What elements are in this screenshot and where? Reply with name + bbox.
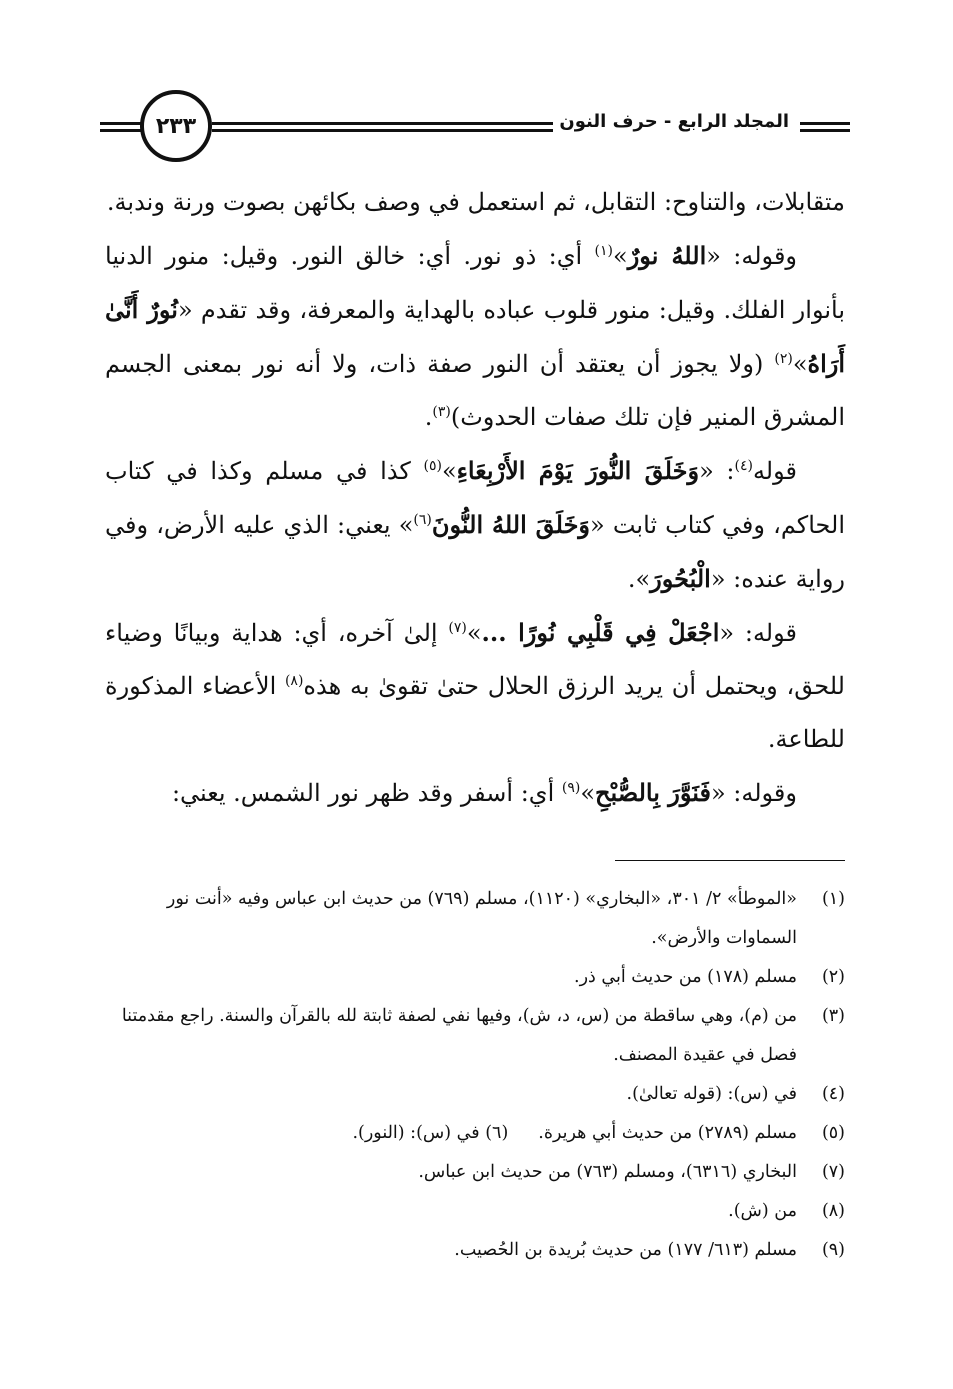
- footnote: [100, 1192, 845, 1231]
- footnote-number: (٣): [821, 1006, 845, 1026]
- paragraph: متقابلات، والتناوح: التقابل، ثم استعمل في وصف بكائهن بصوت ورنة وندبة.: [106, 188, 845, 216]
- paragraph: [105, 444, 845, 606]
- page-header: [100, 88, 850, 168]
- footnote-text: في (س): (النور).: [352, 1123, 480, 1143]
- paragraph: [105, 606, 845, 766]
- paragraph: [105, 766, 845, 820]
- quote: وَخَلَقَ النُّورَ يَوْمَ الأَرْبِعَاءِ: [456, 456, 700, 485]
- text-run: (ولا يجوز أن يعتقد أن النور صفة ذات، ولا أنه نور بمعنى الجسم المشرق المنير فإن تلك صفات الحدوث): [105, 350, 845, 431]
- footnote-text: في (س): (قوله تعالىٰ).: [626, 1084, 797, 1104]
- footnote: [100, 997, 845, 1075]
- footnote-number: (٤): [821, 1084, 845, 1104]
- footnote-number: (٩): [821, 1240, 845, 1260]
- footnote: [100, 1114, 845, 1153]
- footnote-text: مسلم (٦١٣/ ١٧٧) من حديث بُريدة بن الحُصيب.: [454, 1240, 797, 1260]
- footnote: [100, 880, 845, 958]
- footnote-ref: (٥): [423, 458, 442, 474]
- footnote-ref: (١): [594, 243, 614, 259]
- footnote-ref: (٣): [432, 404, 451, 420]
- quote: نُورٌ أَنَّىٰ أَرَاهُ: [105, 295, 845, 378]
- footnote-text: البخاري (٦٣١٦)، ومسلم (٧٦٣) من حديث ابن عباس.: [418, 1162, 797, 1182]
- main-text: [105, 176, 845, 820]
- footnote: [100, 958, 845, 997]
- text-run: الأعضاء المذكورة للطاعة.: [105, 672, 845, 753]
- paragraph: [105, 229, 845, 444]
- text-run: وقوله: «: [710, 779, 797, 807]
- footnote-number: (٢): [821, 967, 845, 987]
- footnote: [100, 1075, 845, 1114]
- footnote-number: (٨): [821, 1201, 845, 1221]
- footnote: [100, 1231, 845, 1270]
- text-run: »: [792, 350, 808, 378]
- text-run: قوله: «: [719, 619, 797, 647]
- quote: اجْعَلْ فِي قَلْبِي نُورًا ...: [481, 618, 720, 647]
- running-title: المجلد الرابع - حرف النون: [553, 111, 795, 132]
- quote: وَخَلَقَ اللهُ النُّونَ: [431, 510, 591, 539]
- quote: فَنَوَّرَ بِالصُّبْحِ: [595, 778, 711, 807]
- footnote: [100, 1153, 845, 1192]
- footnote-number: (٥): [821, 1123, 845, 1143]
- footnote-text: [100, 1114, 797, 1153]
- quote: اللهُ نورٌ: [627, 241, 707, 270]
- text-run: وقوله: «: [706, 242, 798, 270]
- text-run: ».: [627, 565, 651, 593]
- footnotes: [100, 880, 845, 1270]
- text-run: » يعني: الذي عليه الأرض، وفي رواية عنده: «: [105, 511, 845, 593]
- text-run: أي: ذو نور. أي: خالق النور. وقيل: منور الدنيا بأنوار الفلك. وقيل: منور قلوب عباده بالهداية والمعرفة، وقد تقدم «: [105, 242, 846, 324]
- footnote-ref: (٨): [284, 673, 304, 689]
- footnote-number: (١): [821, 889, 845, 909]
- footnote-separator: [615, 860, 845, 861]
- footnote-number: (٦): [485, 1123, 509, 1143]
- text-run: أي: أسفر وقد ظهر نور الشمس. يعني:: [171, 779, 562, 807]
- text-run: .: [424, 403, 433, 431]
- footnote-ref: (٩): [561, 780, 581, 796]
- quote: الْبُحُورَ: [650, 564, 711, 593]
- footnote-text: مسلم (٢٧٨٩) من حديث أبي هريرة.: [538, 1123, 797, 1143]
- text-run: إلىٰ آخره، أي: هداية وبيانًا وضياء للحق، ويحتمل أن يريد الرزق الحلال حتىٰ تقوىٰ به هذه: [105, 619, 845, 700]
- text-run: »: [580, 779, 596, 807]
- footnote-ref: (٤): [734, 458, 753, 474]
- footnote-ref: (٢): [774, 351, 793, 367]
- text-run: »: [613, 242, 628, 270]
- text-run: كذا في مسلم وكذا في كتاب الحاكم، وفي كتاب ثابت «: [105, 457, 846, 539]
- header-rule: [800, 122, 850, 125]
- text-run: : «: [699, 457, 735, 485]
- text-run: »: [441, 457, 457, 485]
- footnote-number: (٧): [821, 1162, 845, 1182]
- text-run: قوله: [752, 457, 797, 485]
- footnote-text: مسلم (١٧٨) من حديث أبي ذر.: [574, 967, 797, 987]
- footnote-ref: (٦): [413, 512, 432, 528]
- header-rule: [800, 129, 850, 132]
- footnote-text: من (م)، وهي ساقطة من (س، د، ش)، وفيها نفي لصفة ثابتة لله بالقرآن والسنة. راجع مقدمتنا فصل في عقيدة المصنف.: [121, 1006, 797, 1065]
- text-run: »: [466, 619, 482, 647]
- footnote-text: «الموطأ» ٢/ ٣٠١، «البخاري» (١١٢٠)، مسلم (٧٦٩) من حديث ابن عباس وفيه «أنت نور السماوات والأرض».: [166, 889, 797, 948]
- footnote-text: من (ش).: [728, 1201, 797, 1221]
- page-number: ٢٣٣: [140, 90, 212, 162]
- footnote-ref: (٧): [448, 620, 467, 636]
